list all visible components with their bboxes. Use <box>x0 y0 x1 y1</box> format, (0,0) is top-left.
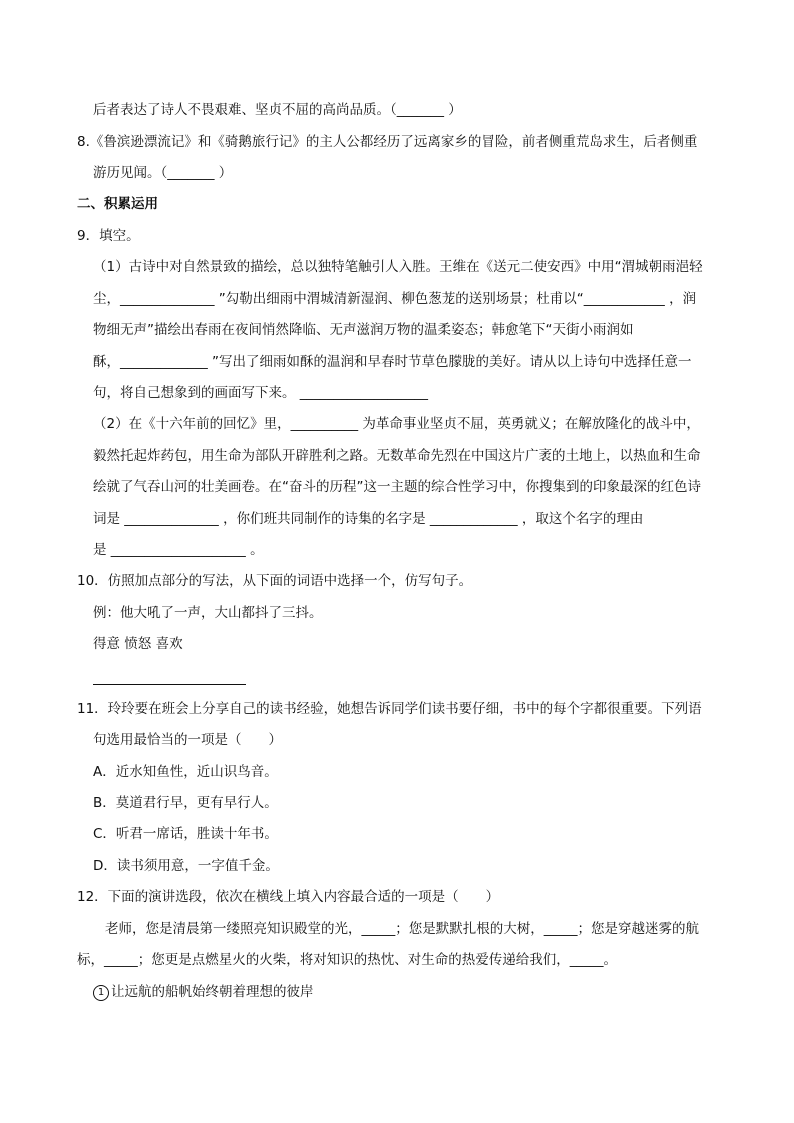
question-10-words: 得意 愤怒 喜欢 <box>93 636 183 652</box>
question-9-part1-line: 尘，______________ ”勾勒出细雨中渭城清新湿润、柳色葱茏的送别场景；杜甫以“____________ ，润 <box>93 291 697 307</box>
question-9-part1-line: （1）古诗中对自然景致的描绘，总以独特笔触引人入胜。王维在《送元二使安西》中用“渭城朝雨浥轻 <box>93 259 703 275</box>
question-9-part1-line: 酥，_____________ ”写出了细雨如酥的温润和早春时节草色朦胧的美好。请从以上诗句中选择任意一 <box>93 354 692 370</box>
question-11-line-2: 句选用最恰当的一项是（ ） <box>93 732 282 748</box>
question-11-line-1: 11．玲玲要在班会上分享自己的读书经验，她想告诉同学们读书要仔细，书中的每个字都很重要。下列语 <box>77 701 702 717</box>
question-9-part2-line: 词是 ______________ ，你们班共同制作的诗集的名字是 _____________ ，取这个名字的理由 <box>93 511 644 527</box>
question-10-title: 10．仿照加点部分的写法，从下面的词语中选择一个，仿写句子。 <box>77 573 473 589</box>
question-9-title: 9．填空。 <box>77 228 140 244</box>
question-9-part2-line: （2）在《十六年前的回忆》里，__________ 为革命事业坚贞不屈，英勇就义；在解放隆化的战斗中， <box>93 416 700 432</box>
option-d: D．读书须用意，一字值千金。 <box>93 858 279 874</box>
question-9-part1-line: 句，将自己想象到的画面写下来。 ___________________ <box>93 385 429 401</box>
answer-line <box>93 684 246 685</box>
question-12-passage-line: 标，_____；您更是点燃星火的火柴，将对知识的热忱、对生命的热爱传递给我们，_____。 <box>77 952 617 968</box>
question-9-part1-line: 物细无声”描绘出春雨在夜间悄然降临、无声滋润万物的温柔姿态；韩愈笔下“天街小雨润如 <box>93 322 634 338</box>
text-line: 后者表达了诗人不畏艰难、坚贞不屈的高尚品质。（_______ ） <box>93 102 462 118</box>
circled-number: 1 <box>93 985 109 1001</box>
question-12-passage-line: 老师，您是清晨第一缕照亮知识殿堂的光，_____；您是默默扎根的大树，_____；您是穿越迷雾的航 <box>105 921 699 937</box>
question-10-example: 例：他大吼了一声，大山都抖了三抖。 <box>93 605 323 621</box>
option-b: B．莫道君行早，更有早行人。 <box>93 795 278 811</box>
question-12-title: 12．下面的演讲选段，依次在横线上填入内容最合适的一项是（ ） <box>77 889 500 905</box>
question-12-item-1 <box>93 983 314 1001</box>
question-8-line-1: 8.《鲁滨逊漂流记》和《骑鹅旅行记》的主人公都经历了远离家乡的冒险，前者侧重荒岛求生，后者侧重 <box>77 134 698 150</box>
question-9-part2-line: 绘就了气吞山河的壮美画卷。在“奋斗的历程”这一主题的综合性学习中，你搜集到的印象最深的红色诗 <box>93 479 701 495</box>
option-c: C．听君一席话，胜读十年书。 <box>93 826 278 842</box>
item-text: 让远航的船帆始终朝着理想的彼岸 <box>111 984 314 1000</box>
option-a: A．近水知鱼性，近山识鸟音。 <box>93 764 278 780</box>
question-9-part2-line: 是 ____________________ 。 <box>93 542 264 558</box>
section-heading: 二、积累运用 <box>77 196 158 212</box>
question-8-line-2: 游历见闻。（_______ ） <box>93 165 233 181</box>
question-9-part2-line: 毅然托起炸药包，用生命为部队开辟胜利之路。无数革命先烈在中国这片广袤的土地上，以热血和生命 <box>93 448 701 464</box>
